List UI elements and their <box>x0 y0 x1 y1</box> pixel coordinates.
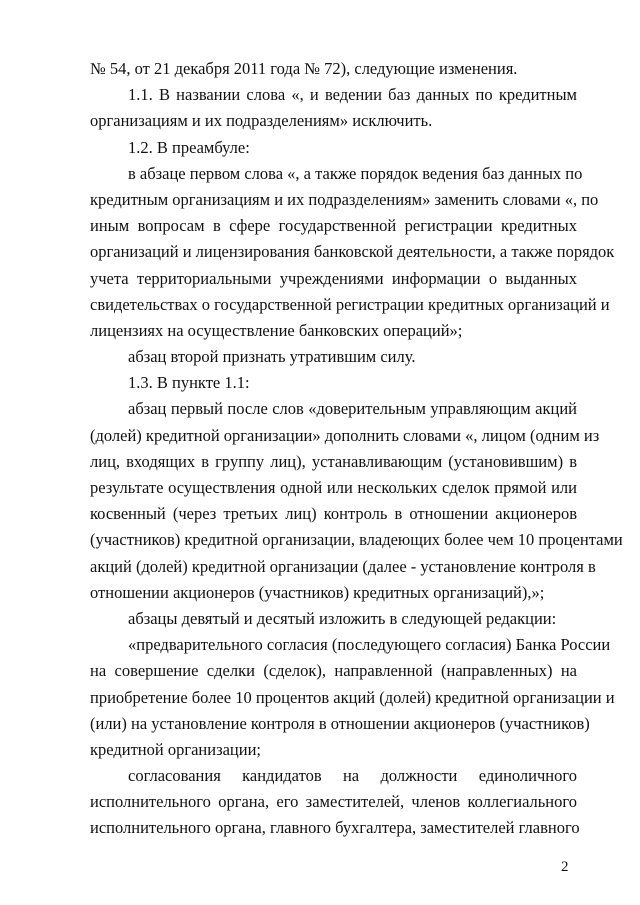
text-line: на совершение сделки (сделок), направленной (направленных) на <box>90 661 577 681</box>
page-number: 2 <box>561 859 569 875</box>
text-line: учета территориальными учреждениями информации о выданных <box>90 268 577 288</box>
text-line: 1.1. В названии слова «, и ведении баз данных по кредитным <box>128 85 577 105</box>
text-line: № 54, от 21 декабря 2011 года № 72), следующие изменения. <box>90 59 518 78</box>
text-line: «предварительного согласия (последующего согласия) Банка России <box>128 635 611 655</box>
text-line: исполнительного органа, главного бухгалтера, заместителей главного <box>90 818 580 838</box>
text-line: лиц, входящих в группу лиц), устанавливающим (установившим) в <box>90 451 577 471</box>
text-line: в абзаце первом слова «, а также порядок ведения баз данных по <box>128 163 583 183</box>
text-line: акций (долей) кредитной организации (далее - установление контроля в <box>90 556 596 576</box>
text-line: иным вопросам в сфере государственной регистрации кредитных <box>90 216 577 236</box>
text-line: абзац второй признать утратившим силу. <box>128 347 416 367</box>
text-line: (долей) кредитной организации» дополнить словами «, лицом (одним из <box>90 425 600 445</box>
text-line: лицензиях на осуществление банковских операций»; <box>90 320 463 340</box>
text-line: абзац первый после слов «доверительным управляющим акций <box>128 399 577 419</box>
text-line: согласования кандидатов на должности единоличного <box>128 766 577 786</box>
text-line: (участников) кредитной организации, владеющих более чем 10 процентами <box>90 530 623 550</box>
text-line: организациям и их подразделениям» исключить. <box>90 111 433 131</box>
text-line: 1.2. В преамбуле: <box>128 137 250 157</box>
document-body <box>90 56 623 842</box>
text-line: кредитным организациям и их подразделениям» заменить словами «, по <box>90 189 599 209</box>
text-line: организаций и лицензирования банковской деятельности, а также порядок <box>90 242 615 262</box>
text-line: приобретение более 10 процентов акций (долей) кредитной организации и <box>90 687 615 707</box>
text-line: кредитной организации; <box>90 739 262 759</box>
text-line: свидетельствах о государственной регистрации кредитных организаций и <box>90 294 610 314</box>
text-line: абзацы девятый и десятый изложить в следующей редакции: <box>128 608 557 628</box>
text-line: результате осуществления одной или нескольких сделок прямой или <box>90 478 577 497</box>
text-line: 1.3. В пункте 1.1: <box>128 373 250 393</box>
text-line: (или) на установление контроля в отношении акционеров (участников) <box>90 713 590 733</box>
text-line: отношении акционеров (участников) кредитных организаций),»; <box>90 582 545 602</box>
text-line: исполнительного органа, его заместителей, членов коллегиального <box>90 792 577 812</box>
text-line: косвенный (через третьих лиц) контроль в отношении акционеров <box>90 504 577 524</box>
